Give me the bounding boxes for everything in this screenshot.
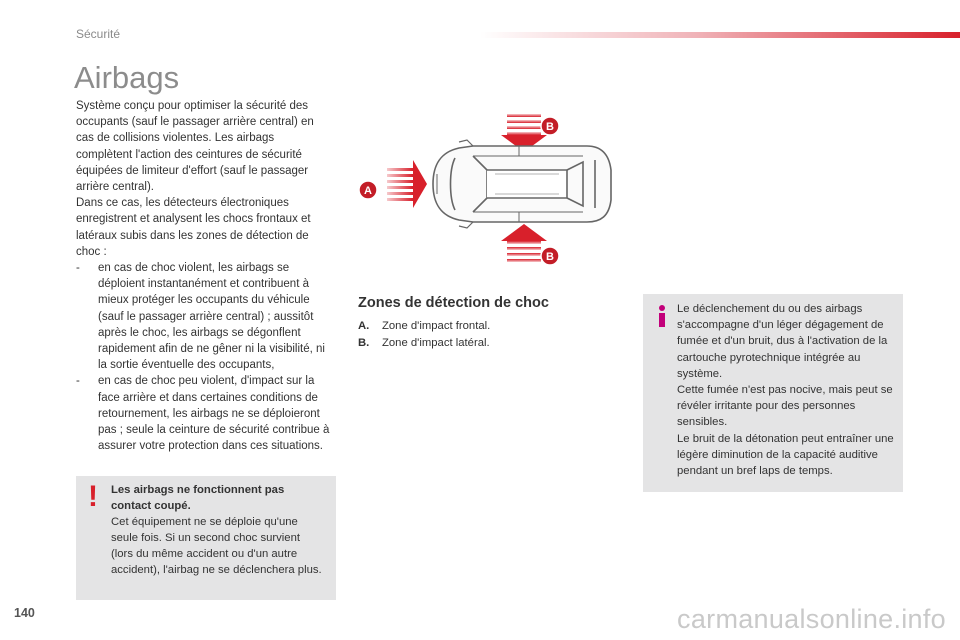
info-paragraph-2: Cette fumée n'est pas nocive, mais peut se révéler irritante pour des personnes sensibles. <box>677 384 893 429</box>
info-icon <box>655 304 669 328</box>
zone-label: B. <box>358 337 370 349</box>
svg-text:B: B <box>546 251 554 263</box>
watermark: carmanualsonline.info <box>677 604 946 634</box>
list-dash: - <box>76 262 80 275</box>
intro-text <box>76 98 332 454</box>
list-item-text: en cas de choc peu violent, d'impact sur la face arrière et dans certaines conditions de retournement, les airbags ne se déploieront pas ; seule la ceinture de sécurité contribue à assurer votre protection dans ces situations. <box>98 375 330 453</box>
label-b-bottom-badge <box>541 247 559 265</box>
zone-label: A. <box>358 320 370 332</box>
page-number: 140 <box>14 606 35 620</box>
info-text <box>677 301 899 479</box>
list-dash: - <box>76 375 80 388</box>
svg-text:A: A <box>364 185 372 197</box>
car-top-view <box>433 140 611 228</box>
label-a-badge <box>359 181 377 199</box>
list-item <box>76 260 332 373</box>
warning-body: Cet équipement ne se déploie qu'une seule fois. Si un second choc survient (lors du même accident ou d'un autre accident), l'airbag ne se déclenchera plus. <box>111 516 322 576</box>
warning-text <box>111 482 325 578</box>
label-b-top-badge <box>541 117 559 135</box>
side-impact-arrow-bottom <box>501 224 547 262</box>
info-paragraph-1: Le déclenchement du ou des airbags s'accompagne d'un léger dégagement de fumée et d'un bruit, dus à l'activation de la cartouche pyrotechnique intégrée au système. <box>677 303 888 380</box>
zone-item <box>358 337 490 349</box>
header-accent-bar <box>480 32 960 38</box>
list-item-text: en cas de choc violent, les airbags se déploient instantanément et contribuent à mieux protéger les occupants du véhicule (sauf le passager arrière central) ; aussitôt après le choc, les airbags se dégonflent rapidement afin de ne gêner ni la visibilité, ni la sortie éventuelle des occupants, <box>98 262 325 372</box>
info-box <box>643 294 903 492</box>
info-paragraph-3: Le bruit de la détonation peut entraîner une légère diminution de la capacité auditive pendant un bref laps de temps. <box>677 432 894 478</box>
front-impact-arrow <box>387 160 427 208</box>
zone-text: Zone d'impact frontal. <box>382 320 491 332</box>
zone-text: Zone d'impact latéral. <box>382 337 490 349</box>
page-title: Airbags <box>74 60 180 95</box>
zone-item <box>358 320 490 332</box>
svg-text:B: B <box>546 121 554 133</box>
list-item <box>76 373 332 454</box>
intro-paragraph-2: Dans ce cas, les détecteurs électroniques enregistrent et analysent les chocs frontaux et latéraux subis dans les zones de détection de choc : <box>76 197 311 258</box>
impact-zones-diagram <box>355 110 620 270</box>
warning-title: Les airbags ne fonctionnent pas contact coupé. <box>111 484 285 512</box>
exclamation-icon: ! <box>88 480 98 513</box>
section-title: Sécurité <box>76 27 121 41</box>
warning-box <box>76 476 336 600</box>
intro-paragraph-1: Système conçu pour optimiser la sécurité des occupants (sauf le passager arrière central) en cas de collisions violentes. Les airbags complètent l'action des ceintures de sécurité équipées de limiteur d'effort (sauf le passager arrière central). <box>76 100 314 194</box>
zones-heading: Zones de détection de choc <box>358 295 549 311</box>
